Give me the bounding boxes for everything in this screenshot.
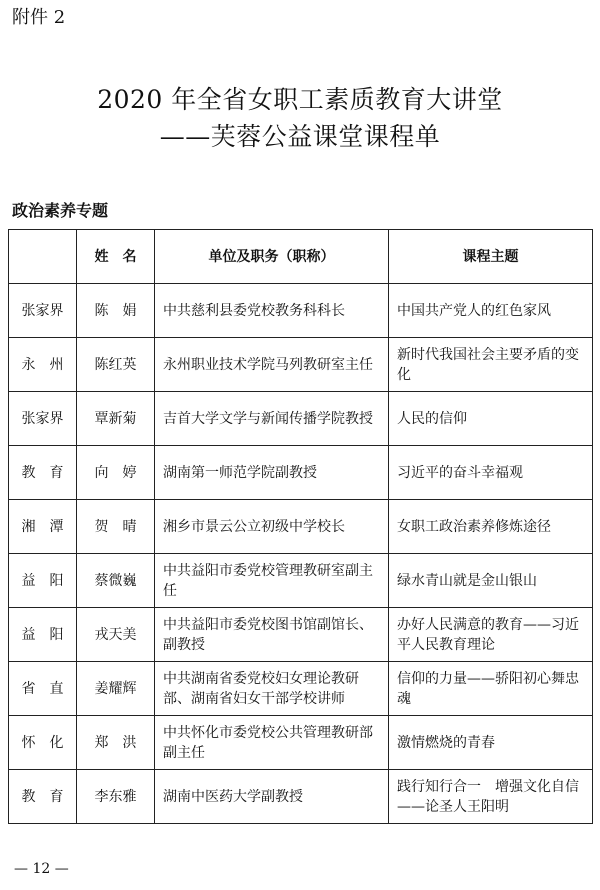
- table-row: [9, 608, 593, 662]
- cell-name: 姜耀辉: [77, 662, 155, 716]
- header-name: 姓 名: [77, 230, 155, 284]
- cell-topic: 践行知行合一 增强文化自信——论圣人王阳明: [389, 770, 593, 824]
- cell-region: 湘 潭: [9, 500, 77, 554]
- cell-unit: 中共怀化市委党校公共管理教研部副主任: [155, 716, 389, 770]
- cell-topic: 女职工政治素养修炼途径: [389, 500, 593, 554]
- cell-topic: 人民的信仰: [389, 392, 593, 446]
- page-number: — 12 —: [14, 861, 69, 877]
- table-row: [9, 284, 593, 338]
- cell-unit: 中共慈利县委党校教务科科长: [155, 284, 389, 338]
- course-table: [8, 229, 593, 824]
- table-row: [9, 716, 593, 770]
- cell-region: 省 直: [9, 662, 77, 716]
- cell-region: 益 阳: [9, 554, 77, 608]
- cell-topic: 中国共产党人的红色家风: [389, 284, 593, 338]
- cell-region: 永 州: [9, 338, 77, 392]
- cell-region: 张家界: [9, 284, 77, 338]
- cell-unit: 中共湖南省委党校妇女理论教研部、湖南省妇女干部学校讲师: [155, 662, 389, 716]
- cell-topic: 激情燃烧的青春: [389, 716, 593, 770]
- table-row: [9, 338, 593, 392]
- cell-name: 向 婷: [77, 446, 155, 500]
- cell-name: 陈红英: [77, 338, 155, 392]
- header-topic: 课程主题: [389, 230, 593, 284]
- cell-topic: 信仰的力量——骄阳初心舞忠魂: [389, 662, 593, 716]
- attachment-label: 附件 2: [12, 7, 66, 28]
- cell-name: 李东雅: [77, 770, 155, 824]
- document-title: 2020 年全省女职工素质教育大讲堂: [97, 85, 503, 114]
- cell-region: 张家界: [9, 392, 77, 446]
- cell-topic: 绿水青山就是金山银山: [389, 554, 593, 608]
- cell-name: 郑 洪: [77, 716, 155, 770]
- cell-unit: 吉首大学文学与新闻传播学院教授: [155, 392, 389, 446]
- cell-name: 陈 娟: [77, 284, 155, 338]
- header-unit: 单位及职务（职称）: [155, 230, 389, 284]
- cell-region: 益 阳: [9, 608, 77, 662]
- table-row: [9, 662, 593, 716]
- cell-unit: 中共益阳市委党校图书馆副馆长、副教授: [155, 608, 389, 662]
- cell-unit: 永州职业技术学院马列教研室主任: [155, 338, 389, 392]
- document-subtitle: ——芙蓉公益课堂课程单: [159, 122, 441, 151]
- cell-topic: 新时代我国社会主要矛盾的变化: [389, 338, 593, 392]
- table-header-row: [9, 230, 593, 284]
- table-row: [9, 446, 593, 500]
- cell-topic: 办好人民满意的教育——习近平人民教育理论: [389, 608, 593, 662]
- cell-name: 贺 晴: [77, 500, 155, 554]
- cell-region: 教 育: [9, 446, 77, 500]
- table-row: [9, 392, 593, 446]
- table-row: [9, 770, 593, 824]
- cell-unit: 湖南中医药大学副教授: [155, 770, 389, 824]
- cell-unit: 中共益阳市委党校管理教研室副主任: [155, 554, 389, 608]
- section-title: 政治素养专题: [12, 201, 109, 220]
- cell-name: 蔡微巍: [77, 554, 155, 608]
- cell-unit: 湖南第一师范学院副教授: [155, 446, 389, 500]
- header-region: [9, 230, 77, 284]
- cell-unit: 湘乡市景云公立初级中学校长: [155, 500, 389, 554]
- cell-name: 戎天美: [77, 608, 155, 662]
- cell-region: 教 育: [9, 770, 77, 824]
- cell-name: 覃新菊: [77, 392, 155, 446]
- table-row: [9, 554, 593, 608]
- table-row: [9, 500, 593, 554]
- cell-topic: 习近平的奋斗幸福观: [389, 446, 593, 500]
- cell-region: 怀 化: [9, 716, 77, 770]
